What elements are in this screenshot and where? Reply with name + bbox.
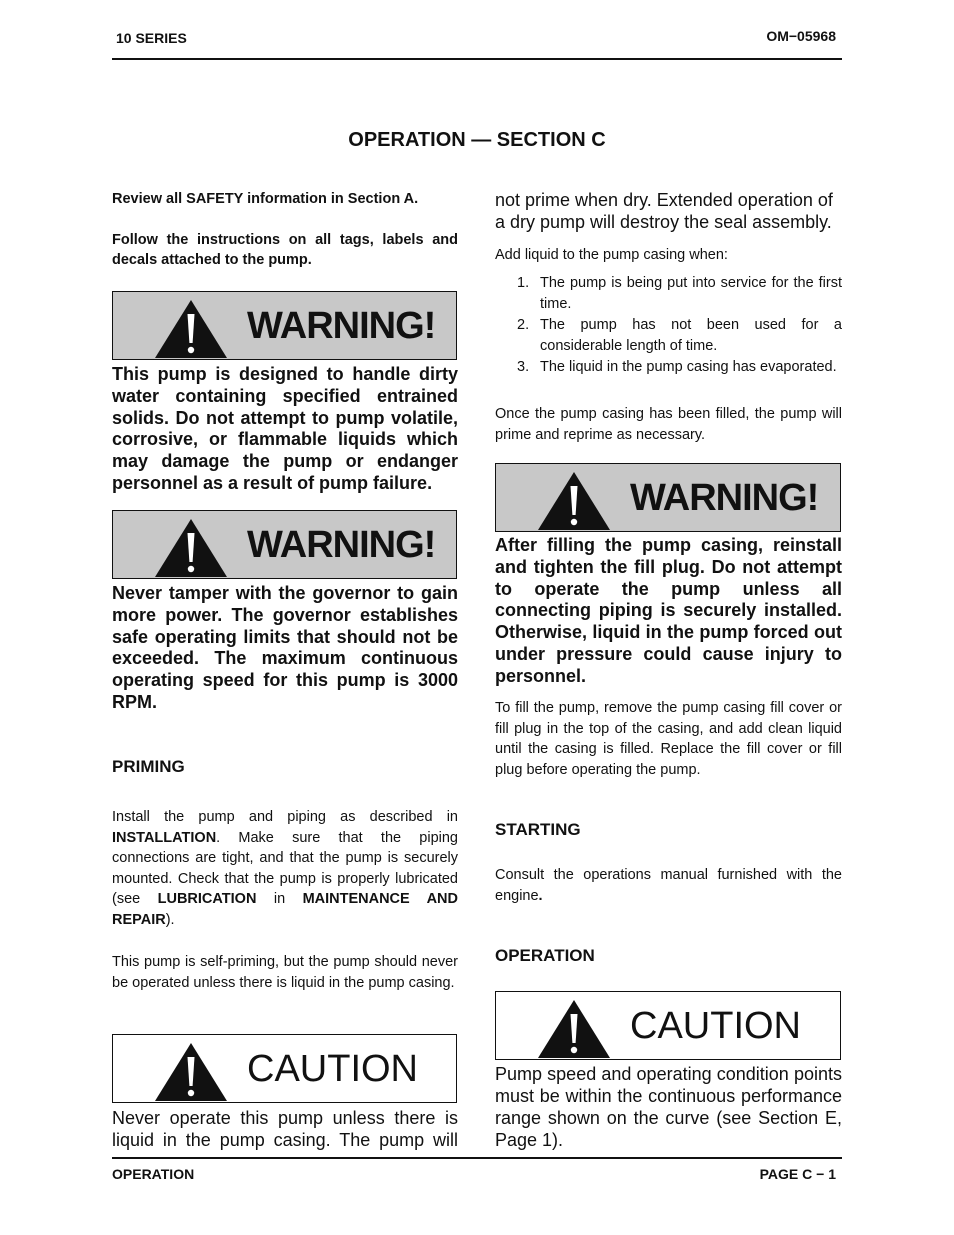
priming-text: ). [165, 911, 175, 928]
priming-paragraph-1 [112, 807, 458, 930]
warning-triangle-icon [536, 470, 612, 532]
caution-text-1-continued: not prime when dry. Extended operation of a dry pump will destroy the seal assembly. [495, 190, 833, 232]
header-rule [112, 58, 842, 60]
priming-text: Install the pump and piping as described in [112, 809, 458, 825]
warning-triangle-icon [536, 998, 612, 1060]
priming-text: in [256, 891, 303, 907]
starting-paragraph: Consult the operations manual furnished with the engine. [495, 867, 842, 904]
once-filled-paragraph: Once the pump casing has been filled, the pump will prime and reprime as necessary. [495, 406, 842, 443]
caution-text-2: Pump speed and operating condition points must be within the continuous performance range shown on the curve (see Section E, Page 1). [495, 1064, 842, 1150]
footer-section: OPERATION [112, 1166, 195, 1182]
warning-box-2 [112, 510, 457, 579]
caution-box-1 [112, 1034, 457, 1103]
installation-ref: INSTALLATION [112, 829, 217, 846]
lubrication-ref: LUBRICATION [157, 891, 257, 907]
warning-label: WARNING! [247, 524, 436, 566]
warning-label: WARNING! [630, 477, 819, 519]
operation-heading: OPERATION [495, 946, 595, 965]
list-item: 3. The liquid in the pump casing has evaporated. [517, 359, 837, 375]
add-liquid-list [495, 273, 842, 379]
warning-triangle-icon [153, 517, 229, 579]
footer-page-number: PAGE C − 1 [759, 1166, 836, 1182]
warning-box-3 [495, 463, 841, 532]
tags-labels-note: Follow the instructions on all tags, labels and decals attached to the pump. [112, 232, 458, 268]
warning-text-2: Never tamper with the governor to gain more power. The governor establishes safe operating limits that should not be exceeded. The maximum continuous operating speed for this pump is 3000 RPM. [112, 583, 458, 712]
page-title: OPERATION — SECTION C [348, 129, 606, 151]
left-column [112, 189, 458, 270]
priming-heading: PRIMING [112, 757, 185, 776]
caution-box-2 [495, 991, 841, 1060]
priming-text: . Make sure that the piping connections are tight, and that the pump is securely mounted. Check that the pump is properly lubricated (see [112, 829, 458, 907]
warning-triangle-icon [153, 298, 229, 360]
warning-triangle-icon [153, 1041, 229, 1103]
header-doc-number: OM−05968 [766, 28, 836, 44]
maintenance-ref: MAINTENANCE AND REPAIR [112, 891, 458, 928]
add-liquid-intro: Add liquid to the pump casing when: [495, 247, 728, 263]
warning-text-1: This pump is designed to handle dirty water containing specified entrained solids. Do not attempt to pump volatile, corrosive, or flammable liquids which may damage the pump or endanger personnel as a result of pump failure. [112, 364, 458, 493]
starting-heading: STARTING [495, 820, 581, 839]
caution-text-1: Never operate this pump unless there is liquid in the pump casing. The pump will [112, 1108, 458, 1150]
fill-pump-paragraph: To fill the pump, remove the pump casing fill cover or fill plug in the top of the casing, and add clean liquid until the casing is filled. Replace the fill cover or fill plug before operating the pump. [495, 700, 842, 778]
warning-box-1 [112, 291, 457, 360]
warning-text-3: After filling the pump casing, reinstall and tighten the fill plug. Do not attempt to operate the pump unless all connecting piping is securely installed. Otherwise, liquid in the pump forced out under pressure could cause injury to personnel. [495, 535, 842, 686]
header-series: 10 SERIES [116, 30, 187, 46]
list-item: 1. The pump is being put into service for the first time. [517, 275, 842, 312]
warning-label: WARNING! [247, 305, 436, 347]
priming-paragraph-2: This pump is self-priming, but the pump should never be operated unless there is liquid in the pump casing. [112, 954, 458, 991]
list-item: 2. The pump has not been used for a considerable length of time. [517, 317, 842, 354]
footer-rule [112, 1157, 842, 1159]
caution-label: CAUTION [247, 1048, 418, 1090]
safety-review-note: Review all SAFETY information in Section A. [112, 191, 419, 207]
caution-label: CAUTION [630, 1005, 801, 1047]
